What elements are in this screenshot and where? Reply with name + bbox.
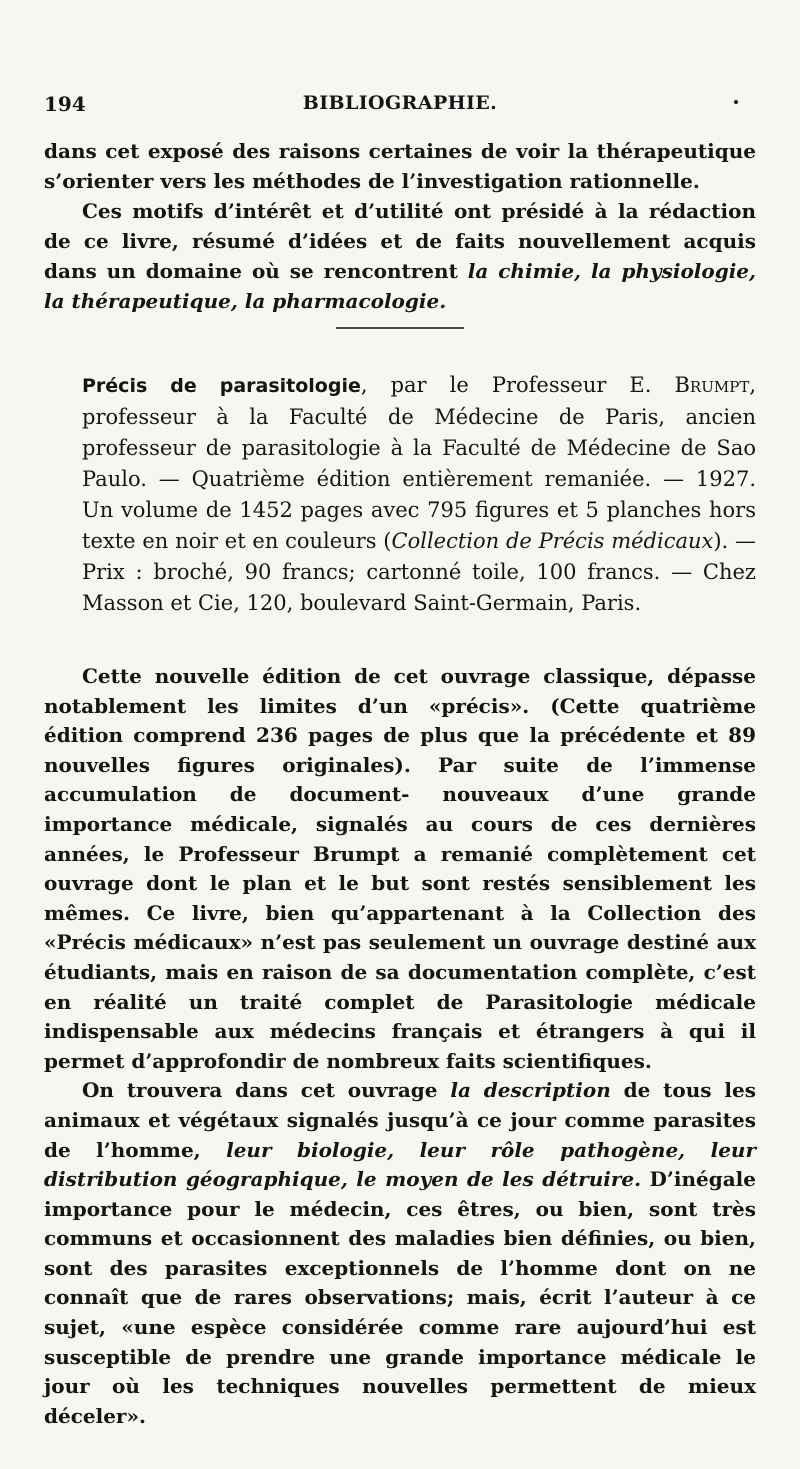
intro-text (44, 136, 756, 316)
review-tail: ). — Prix : broché, 90 francs; cartonné toile, 100 francs. — Chez Masson et Cie, 120, boulevard Saint-Germain, Paris. (82, 529, 756, 615)
body-paragraph-2-italic-2: leur biologie, leur rôle pathogène, leur distribution géographique, le moyen de les détruire. (44, 1137, 756, 1192)
print-speck (734, 100, 738, 104)
book-title: Précis de parasitologie (82, 375, 361, 397)
intro-paragraph-2 (44, 196, 756, 316)
body-paragraph-1: Cette nouvelle édition de cet ouvrage classique, dépasse notablement les limites d’un «précis». (Cette quatrième édition comprend 236 pages de plus que la précédente et 89 nouvelles figures originales). Par suite de l’immense accumulation de document- nouveaux d’une grande importance médicale, signalés au cours de ces dernières années, le Professeur Brumpt a remanié complètement cet ouvrage dont le plan et le but sont restés sensiblement les mêmes. Ce livre, bien qu’appartenant à la Collection des «Précis médicaux» n’est pas seulement un ouvrage destiné aux étudiants, mais en raison de sa documentation complète, c’est en réalité un traité complet de Parasitologie médicale indispensable aux médecins français et étrangers à qui il permet d’approfondir de nombreux faits scientifiques. (44, 664, 756, 1073)
body-paragraph-2-italic-1: la description (450, 1078, 611, 1103)
body-paragraph-2-mid: de tous les animaux et végétaux signalés jusqu’à ce jour comme parasites de l’homme, (44, 1078, 756, 1162)
review-by: , par le Professeur E. (360, 373, 675, 397)
intro-paragraph-1: dans cet exposé des raisons certaines de voir la thérapeutique s’orienter vers les méthodes de l’investigation rationnelle. (44, 139, 756, 193)
author-name: Brumpt (674, 373, 750, 397)
running-head: BIBLIOGRAPHIE. (302, 92, 498, 114)
body-paragraph-2-start: On trouvera dans cet ouvrage (82, 1078, 451, 1103)
section-separator (336, 327, 464, 329)
review-body (44, 662, 756, 1431)
page-number: 194 (44, 92, 86, 116)
body-paragraph-2-end: D’inégale importance pour le médecin, ces êtres, ou bien, sont très communs et occasionnent des maladies bien définies, ou bien, sont des parasites exceptionnels de l’homme dont on ne connaît que de rares observations; mais, écrit l’auteur à ce sujet, «une espèce considérée comme rare aujourd’hui est susceptible de prendre une grande importance médicale le jour où les techniques nouvelles permettent de mieux déceler». (44, 1167, 756, 1428)
body-paragraph-2 (44, 1076, 756, 1431)
page-header (44, 92, 756, 124)
collection-name: Collection de Précis médicaux (391, 529, 714, 553)
intro-paragraph-2-italic: la chimie, la physiologie, la thérapeutique, la pharmacologie. (44, 259, 756, 313)
book-review-paragraph (82, 370, 756, 619)
book-review-entry (82, 370, 756, 619)
intro-paragraph-2-start: Ces motifs d’intérêt et d’utilité ont présidé à la rédaction de ce livre, résumé d’idées et de faits nouvellement acquis dans un domaine où se rencontrent (44, 199, 756, 283)
review-details: , professeur à la Faculté de Médecine de Paris, ancien professeur de parasitologie à la Faculté de Médecine de Sao Paulo. — Quatrième édition entièrement remaniée. — 1927. Un volume de 1452 pages avec 795 figures et 5 planches hors texte en noir et en couleurs ( (82, 373, 757, 553)
